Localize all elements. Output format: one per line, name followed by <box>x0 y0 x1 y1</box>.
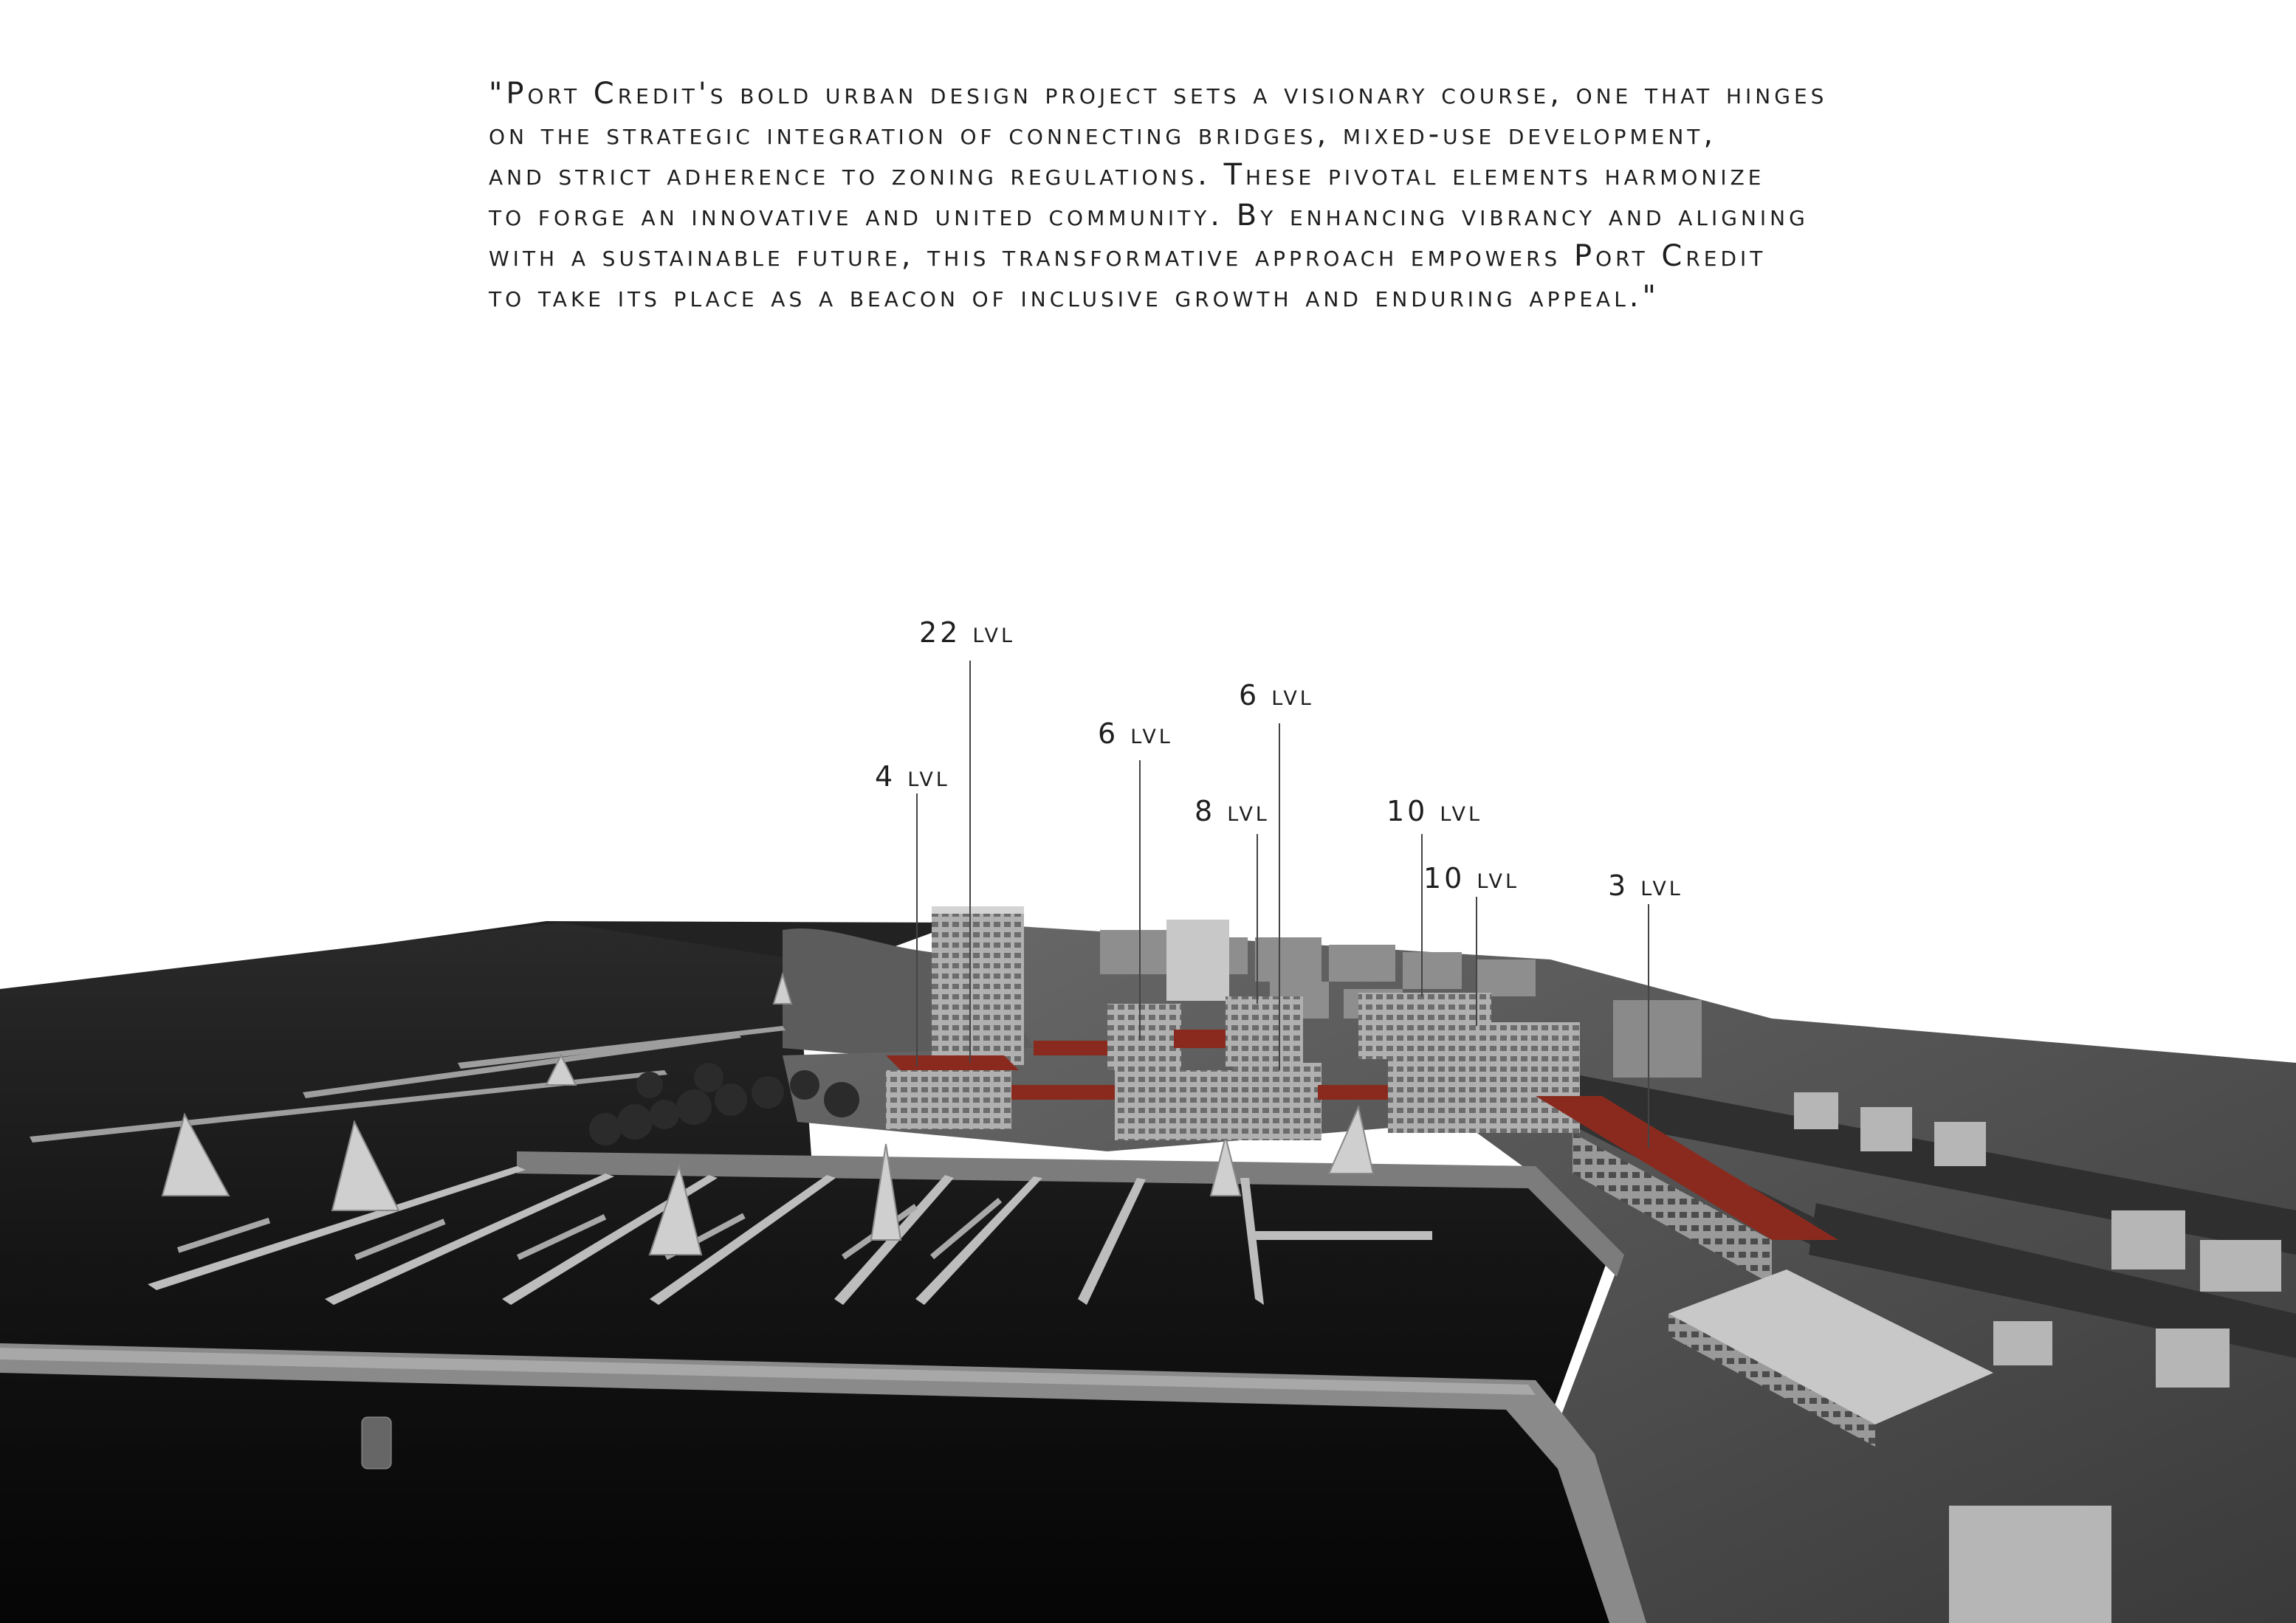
height-label: 6 lvl <box>1098 717 1173 750</box>
background-tower <box>1166 920 1229 1001</box>
height-label: 8 lvl <box>1195 795 1270 827</box>
height-label: 22 lvl <box>919 616 1016 649</box>
building-6-lvl-east <box>1233 1063 1321 1140</box>
boat <box>362 1417 391 1469</box>
connecting-bridge <box>1011 1085 1122 1100</box>
building-4-lvl <box>886 1055 1019 1129</box>
tower-22-lvl <box>932 906 1024 1065</box>
height-label: 4 lvl <box>875 760 950 793</box>
building-8-lvl <box>1226 996 1303 1067</box>
height-label: 6 lvl <box>1239 679 1314 711</box>
quote-line: to take its place as a beacon of inclusive growth and enduring appeal." <box>489 280 1660 314</box>
connecting-bridge <box>1174 1030 1226 1048</box>
quote-line: and strict adherence to zoning regulations. These pivotal elements harmonize <box>489 158 1765 192</box>
quote-line: to forge an innovative and united community. By enhancing vibrancy and aligning <box>489 199 1809 232</box>
height-label: 10 lvl <box>1386 795 1483 827</box>
building-10-lvl-b <box>1388 1022 1580 1133</box>
height-label: 3 lvl <box>1608 869 1683 902</box>
connecting-bridge <box>1318 1085 1395 1100</box>
quote-line: with a sustainable future, this transformative approach empowers Port Credit <box>489 239 1767 273</box>
background-block <box>1613 1000 1702 1078</box>
quote-line: on the strategic integration of connecting bridges, mixed-use development, <box>489 117 1717 151</box>
height-label: 10 lvl <box>1423 862 1520 895</box>
quote-line: "Port Credit's bold urban design project sets a visionary course, one that hinges <box>489 77 1828 111</box>
